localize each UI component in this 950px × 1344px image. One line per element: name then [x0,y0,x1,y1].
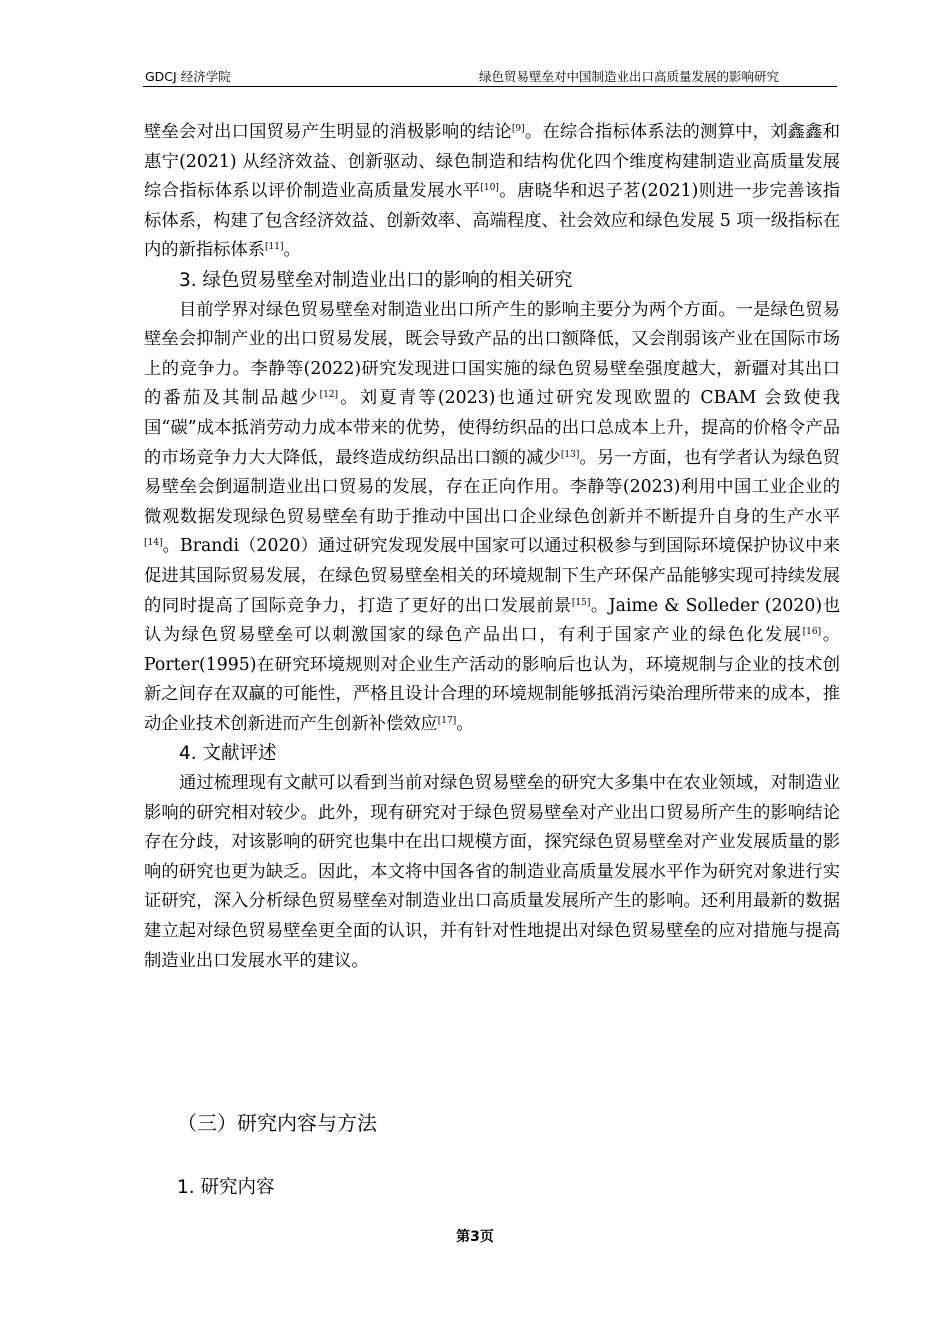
text-run: 。刘夏青等(2023)也通过研究发现欧盟的 CBAM 会致使我国“碳”成本抵消劳动力成本带来的优势，使得纺织品的出口总成本上升，提高的价格令产品的市场竞争力大大降低，最终造成纺织品出口额的减少 [144,388,840,468]
citation: [13] [560,449,580,460]
section-heading: （三）研究内容与方法 [177,1111,377,1135]
subheading-research-content: 1. 研究内容 [177,1177,275,1198]
heading-4: 4. 文献评述 [179,743,277,765]
text-run: 。唐晓华和迟子茗(2021)则进一步完善该指标体系，构建了包含经济效益、创新效率、高端程度、社会效应和绿色发展 5 项一级指标在内的新指标体系 [144,181,840,261]
citation: [17] [437,715,457,726]
text-run: 。 [456,713,474,734]
citation: [10] [480,183,499,194]
heading-3: 3. 绿色贸易壁垒对制造业出口的影响的相关研究 [179,269,573,291]
paragraph-literature-review: 通过梳理现有文献可以看到当前对绿色贸易壁垒的研究大多集中在农业领域，对制造业影响的研究相对较少。此外，现有研究对于绿色贸易壁垒对产业出口贸易所产生的影响结论存在分歧，对该影响的研究也集中在出口规模方面，探究绿色贸易壁垒对产业发展质量的影响的研究也更为缺乏。因此，本文将中国各省的制造业高质量发展水平作为研究对象进行实证研究，深入分析绿色贸易壁垒对制造业出口高质量发展所产生的影响。还利用最新的数据建立起对绿色贸易壁垒更全面的认识，并有针对性地提出对绿色贸易壁垒的应对措施与提高制造业出口发展水平的建议。 [144,773,840,971]
page-header [143,66,837,87]
citation: [11] [264,242,284,253]
text-run: 。 [283,240,301,261]
citation: [9] [511,124,525,134]
text-run: 。Porter(1995)在研究环境规则对企业生产活动的影响后也认为，环境规制与企业的技术创新之间存在双赢的可能性，严格且设计合理的环境规制能够抵消污染治理所带来的成本，推动企业技术创新进而产生创新补偿效应 [144,625,840,734]
text-run: 。Brandi（2020）通过研究发现发展中国家可以通过积极参与到国际环境保护协议中来促进其国际贸易发展，在绿色贸易壁垒相关的环境规制下生产环保产品能够实现可持续发展的同时提高了国际竞争力，打造了更好的出口发展前景 [144,536,840,616]
text-run: 。另一方面，也有学者认为绿色贸易壁垒会倒逼制造业出口贸易的发展，存在正向作用。李静等(2023)利用中国工业企业的微观数据发现绿色贸易壁垒有助于推动中国出口企业绿色创新并不断提升自身的生产水平 [144,447,840,527]
citation: [16] [802,627,822,638]
header-school: GDCJ 经济学院 [145,69,231,84]
body-text [144,118,840,976]
text-run: 。Jaime & Solleder (2020)也认为绿色贸易壁垒可以刺激国家的绿色产品出口，有利于国家产业的绿色化发展 [144,595,840,646]
paragraph-export-impact [144,296,840,740]
header-title: 绿色贸易壁垒对中国制造业出口高质量发展的影响研究 [478,69,779,84]
citation: [15] [571,597,591,608]
page-number: 第3页 [456,1229,494,1245]
text-run: 目前学界对绿色贸易壁垒对制造业出口所产生的影响主要分为两个方面。一是绿色贸易壁垒会抑制产业的出口贸易发展，既会导致产品的出口额降低，又会削弱该产业在国际市场上的竞争力。李静等(2022)研究发现进口国实施的绿色贸易壁垒强度越大，新疆对其出口的番茄及其制品越少 [144,299,840,409]
citation: [14] [144,538,163,549]
paragraph-metrics [144,118,840,266]
text-run: 。在综合指标体系法的测算中，刘鑫鑫和惠宁(2021) 从经济效益、创新驱动、绿色制造和结构优化四个维度构建制造业高质量发展综合指标体系以评价制造业高质量发展水平 [144,122,840,202]
citation: [12] [319,390,339,401]
text-run: 壁垒会对出口国贸易产生明显的消极影响的结论 [144,122,512,142]
